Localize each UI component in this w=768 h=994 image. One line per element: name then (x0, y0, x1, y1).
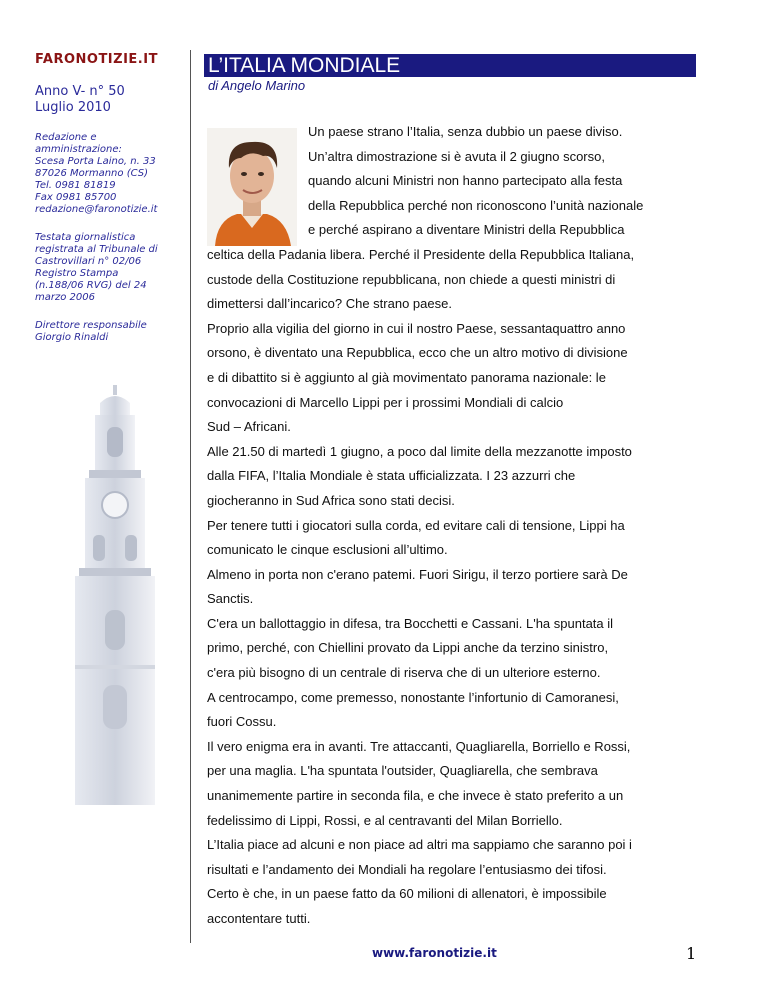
article-line: Almeno in porta non c'erano patemi. Fuori Sirigu, il terzo portiere sarà De (207, 566, 628, 582)
article-line: Certo è che, in un paese fatto da 60 milioni di allenatori, è impossibile (207, 886, 607, 902)
article-line: fuori Cossu. (207, 714, 277, 730)
article-line: Per tenere tutti i giocatori sulla corda, ed evitare cali di tensione, Lippi ha (207, 517, 625, 533)
testata-block (35, 232, 185, 304)
direttore-label: Direttore responsabile (35, 320, 147, 331)
article-line: Un’altra dimostrazione si è avuta il 2 giugno scorso, (308, 148, 605, 164)
article-line: giocheranno in Sud Africa sono stati decisi. (207, 492, 455, 508)
sidebar (35, 52, 185, 344)
issue-info (35, 84, 185, 116)
testata-line: Registro Stampa (35, 268, 119, 279)
redazione-line: amministrazione: (35, 144, 122, 155)
testata-line: Testata giornalistica (35, 232, 136, 243)
article-line: e di dibattito si è aggiunto al già movimentato panorama nazionale: le (207, 369, 606, 385)
issue-date: Luglio 2010 (35, 100, 111, 115)
issue-number: Anno V- n° 50 (35, 84, 125, 99)
article-line: convocazioni di Marcello Lippi per i prossimi Mondiali di calcio (207, 394, 564, 410)
article-line: quando alcuni Ministri non hanno partecipato alla festa (308, 173, 623, 189)
article-line: primo, perché, con Chiellini provato da Lippi anche da terzino sinistro, (207, 640, 609, 656)
masthead: FARONOTIZIE.IT (35, 52, 158, 67)
testata-line: registrata al Tribunale di (35, 244, 158, 255)
column-divider (190, 50, 191, 943)
testata-line: Castrovillari n° 02/06 (35, 256, 142, 267)
article-line: c'era più bisogno di un centrale di riserva che di un ulteriore esterno. (207, 665, 601, 681)
article-line: e perché aspirano a diventare Ministri della Repubblica (308, 222, 625, 238)
direttore-name: Giorgio Rinaldi (35, 332, 109, 343)
redazione-line: Fax 0981 85700 (35, 192, 117, 203)
article-title-bar (204, 54, 696, 77)
article-line: risultati e l’andamento dei Mondiali ha regolare l’entusiasmo dei tifosi. (207, 861, 607, 877)
article-title: L’ITALIA MONDIALE (208, 54, 401, 77)
article-line: comunicato le cinque esclusioni all’ultimo. (207, 542, 448, 558)
article-line: Il vero enigma era in avanti. Tre attaccanti, Quagliarella, Borriello e Rossi, (207, 738, 631, 754)
testata-line: marzo 2006 (35, 292, 95, 303)
article-body (207, 120, 707, 932)
article-line: Proprio alla vigilia del giorno in cui il nostro Paese, sessantaquattro anno (207, 320, 626, 336)
article-line: dalla FIFA, l’Italia Mondiale è stata ufficializzata. I 23 azzurri che (207, 468, 576, 484)
article-line: Un paese strano l’Italia, senza dubbio un paese diviso. (308, 124, 623, 139)
article-line: della Repubblica perché non riconoscono l’unità nazionale (308, 197, 644, 213)
article-line: accontentare tutti. (207, 911, 311, 926)
article-line: unanimemente partire in seconda fila, e che invece è stato preferito a un (207, 788, 624, 804)
article-byline: di Angelo Marino (208, 78, 306, 93)
article-line: C'era un ballottaggio in difesa, tra Bocchetti e Cassani. L'ha spuntata il (207, 615, 614, 631)
redazione-line: 87026 Mormanno (CS) (35, 168, 149, 179)
article-line: per una maglia. L'ha spuntata l'outsider, Quagliarella, che sembrava (207, 763, 598, 779)
redazione-line: Scesa Porta Laino, n. 33 (35, 156, 156, 167)
article-line: Sanctis. (207, 591, 254, 607)
article-line: A centrocampo, come premesso, nonostante l’infortunio di Camoranesi, (207, 689, 619, 705)
article-line: Alle 21.50 di martedì 1 giugno, a poco dal limite della mezzanotte imposto (207, 443, 632, 459)
redazione-email: redazione@faronotizie.it (35, 204, 158, 215)
testata-line: (n.188/06 RVG) del 24 (35, 280, 147, 291)
footer-website-link[interactable]: www.faronotizie.it (372, 946, 497, 960)
article-line: celtica della Padania libera. Perché il Presidente della Repubblica Italiana, (207, 246, 635, 262)
page-number: 1 (686, 944, 697, 963)
redazione-line: Tel. 0981 81819 (35, 180, 116, 191)
article-line: orsono, è diventato una Repubblica, ecco che un altro motivo di divisione (207, 345, 628, 361)
redazione-line: Redazione e (35, 132, 97, 143)
direttore-block (35, 320, 185, 344)
article-line: L’Italia piace ad alcuni e non piace ad altri ma sappiamo che saranno poi i (207, 837, 632, 853)
redazione-block (35, 132, 185, 216)
article-line: Sud – Africani. (207, 419, 291, 435)
article-line: dimettersi dall’incarico? Che strano paese. (207, 296, 452, 312)
article-line: fedelissimo di Lippi, Rossi, e al centravanti del Milan Borriello. (207, 812, 563, 828)
article-line: custode della Costituzione repubblicana, non chiede a questi ministri di (207, 271, 616, 287)
bell-tower-watermark (55, 385, 180, 805)
